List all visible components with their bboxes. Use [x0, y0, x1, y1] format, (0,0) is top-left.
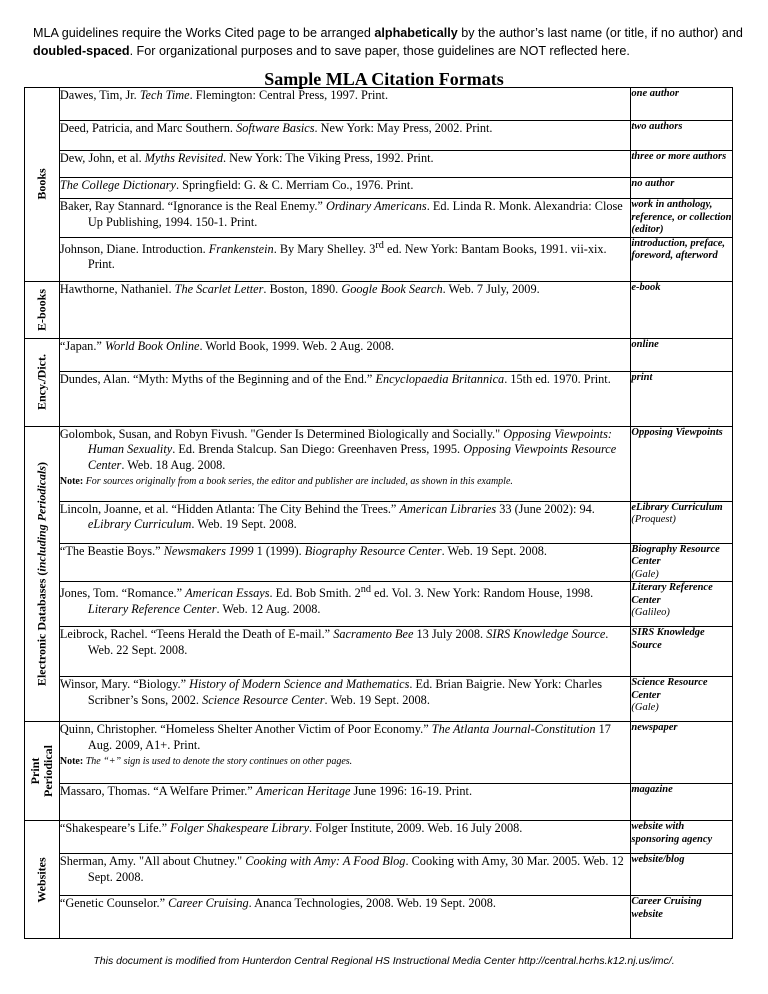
- intro-paragraph: MLA guidelines require the Works Cited page to be arranged alphabetically by the author’s last name (or title, if no author) and doubled-spaced. For organizational purposes and to save paper, those guidelines are NOT reflected here.: [33, 26, 743, 58]
- category-books: Books: [25, 88, 60, 282]
- table-row: [25, 896, 733, 939]
- citation-entry: Hawthorne, Nathaniel. The Scarlet Letter. Boston, 1890. Google Book Search. Web. 7 July, 2009.: [59, 281, 631, 338]
- citation-entry: “Japan.” World Book Online. World Book, 1999. Web. 2 Aug. 2008.: [59, 338, 631, 371]
- table-row: [25, 237, 733, 281]
- type-label: one author: [631, 88, 733, 121]
- type-label: Biography Resource Center (Gale): [631, 543, 733, 582]
- citation-entry: Leibrock, Rachel. “Teens Herald the Death of E-mail.” Sacramento Bee 13 July 2008. SIRS Knowledge Source. Web. 22 Sept. 2008.: [59, 627, 631, 677]
- footer-credit: This document is modified from Hunterdon Central Regional HS Instructional Media Center http://central.hcrhs.k12.nj.us/imc/.: [93, 955, 675, 967]
- table-row: [25, 121, 733, 151]
- note: Note: For sources originally from a book series, the editor and publisher are included, as shown in this example.: [59, 476, 513, 487]
- table-row: [25, 199, 733, 238]
- category-ebooks: E-books: [25, 281, 60, 338]
- citation-entry: The College Dictionary. Springfield: G. & C. Merriam Co., 1976. Print.: [59, 178, 631, 199]
- category-websites: Websites: [25, 821, 60, 939]
- table-row: [25, 426, 733, 501]
- table-row: [25, 854, 733, 896]
- table-row: [25, 151, 733, 178]
- type-label: SIRS Knowledge Source: [631, 627, 733, 677]
- type-label: Career Cruising website: [631, 896, 733, 939]
- type-label: newspaper: [631, 722, 733, 784]
- type-label: no author: [631, 178, 733, 199]
- table-row: [25, 178, 733, 199]
- page-title: Sample MLA Citation Formats: [264, 69, 504, 89]
- type-label: website/blog: [631, 854, 733, 896]
- citation-entry: “The Beastie Boys.” Newsmakers 1999 1 (1999). Biography Resource Center. Web. 19 Sept. 2008.: [59, 543, 631, 582]
- type-label: two authors: [631, 121, 733, 151]
- table-row: [25, 371, 733, 426]
- table-row: [25, 338, 733, 371]
- citation-entry: Lincoln, Joanne, et al. “Hidden Atlanta: The City Behind the Trees.” American Libraries 33 (June 2002): 94. eLibrary Curriculum. Web. 19 Sept. 2008.: [59, 501, 631, 543]
- note: Note: The “+” sign is used to denote the story continues on other pages.: [59, 756, 353, 767]
- citation-table: [24, 87, 733, 939]
- citation-entry: Quinn, Christopher. “Homeless Shelter Another Victim of Poor Economy.” The Atlanta Journal-Constitution 17 Aug. 2009, A1+. Print. Note: The “+” sign is used to denote the story continues on other pages.: [59, 722, 631, 784]
- table-row: [25, 821, 733, 854]
- type-label: e-book: [631, 281, 733, 338]
- table-row: [25, 677, 733, 722]
- citation-entry: Baker, Ray Stannard. “Ignorance is the Real Enemy.” Ordinary Americans. Ed. Linda R. Monk. Alexandria: Close Up Publishing, 1994. 150-1. Print.: [59, 199, 631, 238]
- table-row: [25, 88, 733, 121]
- citation-entry: Deed, Patricia, and Marc Southern. Software Basics. New York: May Press, 2002. Print.: [59, 121, 631, 151]
- table-row: [25, 722, 733, 784]
- citation-entry: Sherman, Amy. "All about Chutney." Cooking with Amy: A Food Blog. Cooking with Amy, 30 Mar. 2005. Web. 12 Sept. 2008.: [59, 854, 631, 896]
- citation-entry: “Shakespeare’s Life.” Folger Shakespeare Library. Folger Institute, 2009. Web. 16 July 2008.: [59, 821, 631, 854]
- citation-entry: Dundes, Alan. “Myth: Myths of the Beginning and of the End.” Encyclopaedia Britannica. 15th ed. 1970. Print.: [59, 371, 631, 426]
- type-label: online: [631, 338, 733, 371]
- table-row: [25, 501, 733, 543]
- category-ency-dict: Ency./Dict.: [25, 338, 60, 426]
- type-label: print: [631, 371, 733, 426]
- type-label: introduction, preface, foreword, afterword: [631, 237, 733, 281]
- citation-entry: Dawes, Tim, Jr. Tech Time. Flemington: Central Press, 1997. Print.: [59, 88, 631, 121]
- type-label: Science Resource Center (Gale): [631, 677, 733, 722]
- citation-entry: Winsor, Mary. “Biology.” History of Modern Science and Mathematics. Ed. Brian Baigrie. New York: Charles Scribner’s Sons, 2002. Science Resource Center. Web. 19 Sept. 2008.: [59, 677, 631, 722]
- table-row: [25, 582, 733, 627]
- category-electronic-databases: Electronic Databases (including Periodicals): [25, 426, 60, 722]
- citation-entry: Dew, John, et al. Myths Revisited. New York: The Viking Press, 1992. Print.: [59, 151, 631, 178]
- table-row: [25, 281, 733, 338]
- type-label: Literary Reference Center (Galileo): [631, 582, 733, 627]
- type-label: eLibrary Curriculum (Proquest): [631, 501, 733, 543]
- type-label: Opposing Viewpoints: [631, 426, 733, 501]
- type-label: magazine: [631, 784, 733, 821]
- citation-entry: “Genetic Counselor.” Career Cruising. Ananca Technologies, 2008. Web. 19 Sept. 2008.: [59, 896, 631, 939]
- category-print-periodical: Print Periodical: [25, 722, 60, 821]
- citation-entry: Jones, Tom. “Romance.” American Essays. Ed. Bob Smith. 2nd ed. Vol. 3. New York: Random House, 1998. Literary Reference Center. Web. 12 Aug. 2008.: [59, 582, 631, 627]
- table-row: [25, 784, 733, 821]
- table-row: [25, 543, 733, 582]
- table-row: [25, 627, 733, 677]
- type-label: work in anthology, reference, or collection (editor): [631, 199, 732, 235]
- type-label: website with sponsoring agency: [631, 821, 733, 854]
- citation-entry: Massaro, Thomas. “A Welfare Primer.” American Heritage June 1996: 16-19. Print.: [59, 784, 631, 821]
- citation-entry: Johnson, Diane. Introduction. Frankenstein. By Mary Shelley. 3rd ed. New York: Bantam Books, 1991. vii-xix. Print.: [59, 237, 631, 281]
- citation-entry: Golombok, Susan, and Robyn Fivush. "Gender Is Determined Biologically and Socially." Opposing Viewpoints: Human Sexuality. Ed. Brenda Stalcup. San Diego: Greenhaven Press, 1995. Opposing Viewpoints Resource Center. Web. 18 Aug. 2008. Note: For sources originally from a book series, the editor and publisher are included, as shown in this example.: [59, 426, 631, 501]
- type-label: three or more authors: [631, 151, 733, 178]
